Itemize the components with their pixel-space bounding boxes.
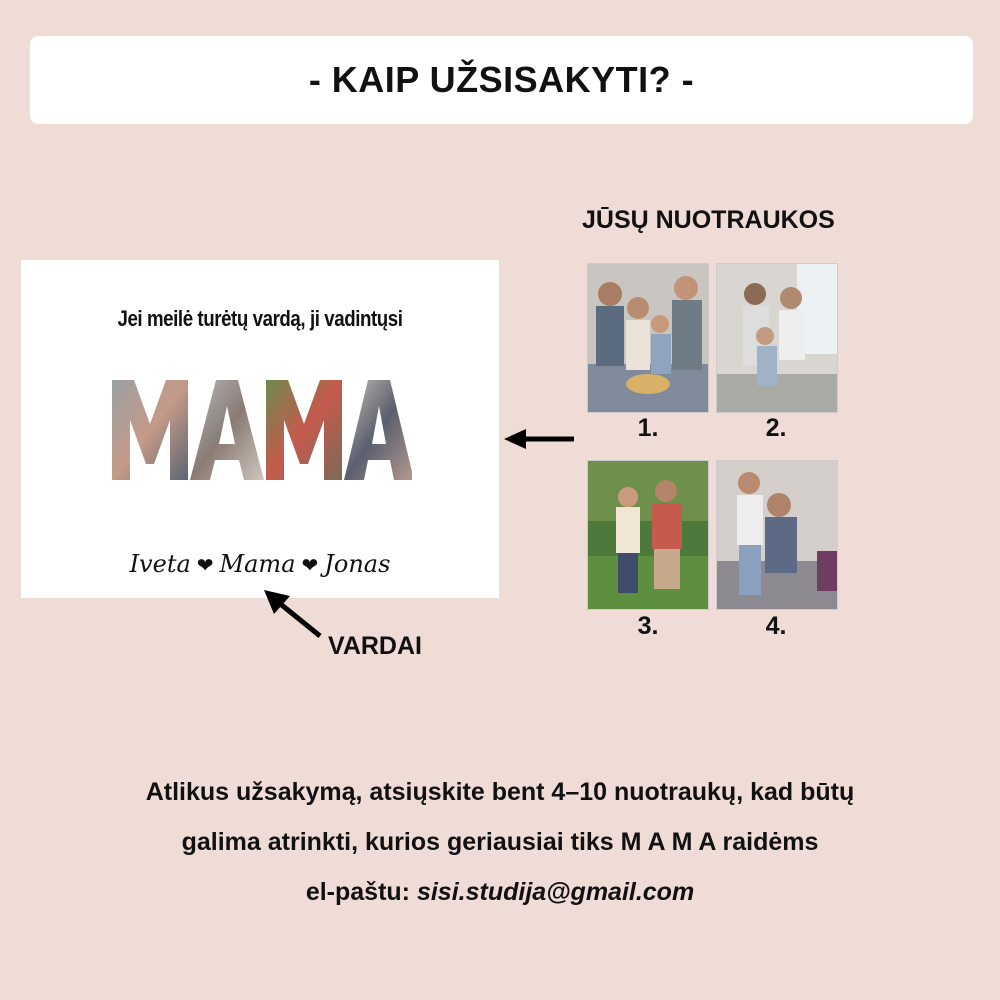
letter-m-2 — [266, 380, 342, 480]
photo-2 — [716, 263, 838, 413]
photo-3 — [587, 460, 709, 610]
photo-4 — [716, 460, 838, 610]
letter-m-1 — [112, 380, 188, 480]
photo-4-label: 4. — [765, 612, 787, 640]
arrow-left-icon — [500, 424, 580, 454]
heart-icon: ❤ — [196, 553, 214, 577]
photos-title: JŪSŲ NUOTRAUKOS — [582, 206, 835, 234]
photo-1-label: 1. — [637, 414, 659, 442]
poster-preview — [21, 260, 499, 598]
poster-title: Jei meilė turėtų vardą, ji vadintųsi — [117, 306, 403, 331]
instructions-line-2: galima atrinkti, kurios geriausiai tiks M A M A raidėms — [181, 828, 819, 856]
name-3: Jonas — [324, 550, 391, 578]
heart-icon: ❤ — [301, 553, 319, 577]
page-title: - KAIP UŽSISAKYTI? - — [308, 59, 695, 100]
name-1: Iveta — [129, 550, 191, 578]
names-label: VARDAI — [328, 632, 422, 660]
photo-1 — [587, 263, 709, 413]
instructions-line-3 — [0, 878, 1000, 907]
header-banner — [30, 36, 973, 124]
name-2: Mama — [219, 550, 296, 578]
poster-names — [21, 550, 499, 578]
photo-2-label: 2. — [765, 414, 787, 442]
mama-photo-letters — [112, 378, 412, 480]
photo-3-label: 3. — [637, 612, 659, 640]
email-prefix: el-paštu: — [305, 878, 410, 906]
arrow-up-left-icon — [260, 586, 330, 646]
email-address[interactable]: sisi.studija@gmail.com — [416, 878, 695, 906]
instructions-line-1: Atlikus užsakymą, atsiųskite bent 4–10 nuotraukų, kad būtų — [145, 778, 855, 806]
